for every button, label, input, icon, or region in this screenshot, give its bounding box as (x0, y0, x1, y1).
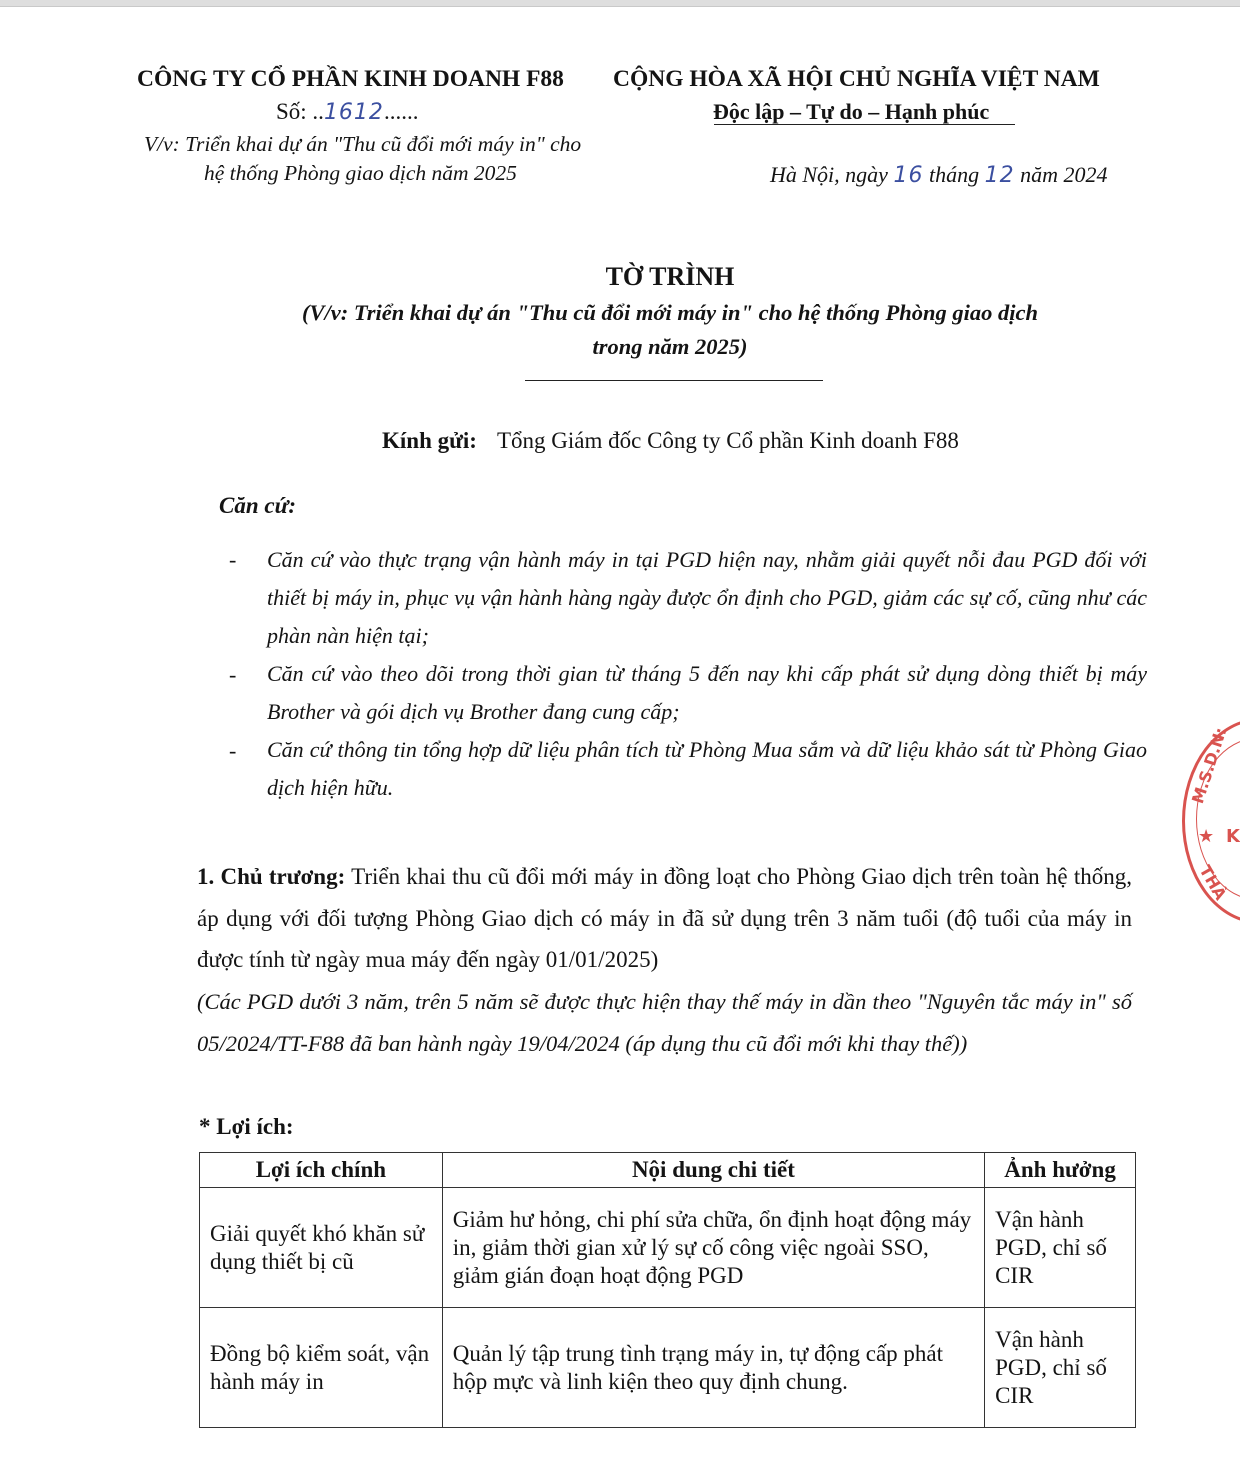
stamp-text: M.S.D.N: (1188, 725, 1231, 806)
stamp-text: THÀ (1195, 862, 1231, 904)
recipient-label: Kính gửi: (382, 428, 477, 453)
table-row (200, 1308, 1136, 1428)
date-suffix: năm 2024 (1014, 162, 1108, 187)
company-name: CÔNG TY CỔ PHẦN KINH DOANH F88 (137, 66, 564, 92)
document-title: TỜ TRÌNH (605, 262, 735, 291)
title-subject-line-2: trong năm 2025) (592, 334, 748, 359)
benefits-table (199, 1152, 1136, 1428)
basis-item-1: Căn cứ vào thực trạng vận hành máy in tại PGD hiện nay, nhằm giải quyết nỗi đau PGD đối với thiết bị máy in, phục vụ vận hành hàng ngày được ổn định cho PGD, giảm các sự cố, cũng như các phàn nàn hiện tại; (267, 547, 1147, 648)
benefit-cell: Đồng bộ kiểm soát, vận hành máy in (200, 1308, 443, 1428)
basis-item-3: Căn cứ thông tin tổng hợp dữ liệu phân tích từ Phòng Mua sắm và dữ liệu khảo sát từ Phòng Giao dịch hiện hữu. (267, 737, 1147, 800)
policy-label: 1. Chủ trương: (197, 864, 346, 889)
recipient (382, 428, 959, 454)
benefits-heading: * Lợi ích: (199, 1114, 294, 1139)
table-row (200, 1188, 1136, 1308)
handwritten-month: 12 (984, 163, 1015, 188)
title-subject-line-1: (V/v: Triển khai dự án "Thu cũ đổi mới máy in" cho hệ thống Phòng giao dịch (301, 300, 1039, 325)
number-prefix: Số: .. (276, 99, 324, 124)
handwritten-day: 16 (893, 163, 924, 188)
table-header-row (200, 1153, 1136, 1188)
policy-paragraph (197, 856, 1132, 981)
date-prefix: Hà Nội, ngày (770, 162, 894, 187)
number-suffix: ...... (383, 99, 419, 124)
policy-text: Triển khai thu cũ đổi mới máy in đồng loạt cho Phòng Giao dịch trên toàn hệ thống, áp dụng với đối tượng Phòng Giao dịch có máy in đã sử dụng trên 3 năm tuổi (độ tuổi của máy in được tính từ ngày mua máy đến ngày 01/01/2025) (197, 864, 1132, 972)
document-date (770, 162, 1107, 188)
subject-line-1: V/v: Triển khai dự án "Thu cũ đổi mới máy in" cho (144, 132, 582, 156)
nation-title: CỘNG HÒA XÃ HỘI CHỦ NGHĨA VIỆT NAM (613, 66, 1100, 92)
detail-cell: Giảm hư hỏng, chi phí sửa chữa, ổn định hoạt động máy in, giảm thời gian xử lý sự cố công việc ngoài SSO, giảm gián đoạn hoạt động PGD (442, 1188, 984, 1308)
basis-heading: Căn cứ: (219, 493, 297, 518)
stamp-text: K (1226, 826, 1240, 847)
stamp-star-icon: ★ (1198, 826, 1215, 847)
document-number (276, 99, 418, 125)
recipient-value: Tổng Giám đốc Công ty Cổ phần Kinh doanh F88 (496, 428, 959, 453)
title-divider (525, 380, 823, 381)
motto-underline (714, 124, 1015, 125)
policy-note: (Các PGD dưới 3 năm, trên 5 năm sẽ được thực hiện thay thế máy in dần theo "Nguyên tắc máy in" số 05/2024/TT-F88 đã ban hành ngày 19/04/2024 (áp dụng thu cũ đổi mới khi thay thế)) (197, 989, 1132, 1056)
basis-item-2: Căn cứ vào theo dõi trong thời gian từ tháng 5 đến nay khi cấp phát sử dụng dòng thiết bị máy Brother và gói dịch vụ Brother đang cung cấp; (267, 661, 1147, 724)
bullet-dash: - (229, 662, 237, 687)
impact-cell: Vận hành PGD, chỉ số CIR (985, 1188, 1136, 1308)
column-header: Ảnh hưởng (985, 1153, 1136, 1188)
detail-cell: Quản lý tập trung tình trạng máy in, tự động cấp phát hộp mực và linh kiện theo quy định chung. (442, 1308, 984, 1428)
subject-line-2: hệ thống Phòng giao dịch năm 2025 (204, 161, 517, 185)
column-header: Nội dung chi tiết (442, 1153, 984, 1188)
nation-motto: Độc lập – Tự do – Hạnh phúc (713, 99, 990, 124)
benefit-cell: Giải quyết khó khăn sử dụng thiết bị cũ (200, 1188, 443, 1308)
date-middle: tháng (923, 162, 985, 187)
scan-top-edge (0, 0, 1240, 7)
impact-cell: Vận hành PGD, chỉ số CIR (985, 1308, 1136, 1428)
bullet-dash: - (229, 738, 237, 763)
handwritten-number: 1612 (323, 100, 384, 125)
bullet-dash: - (229, 547, 237, 572)
column-header: Lợi ích chính (200, 1153, 443, 1188)
